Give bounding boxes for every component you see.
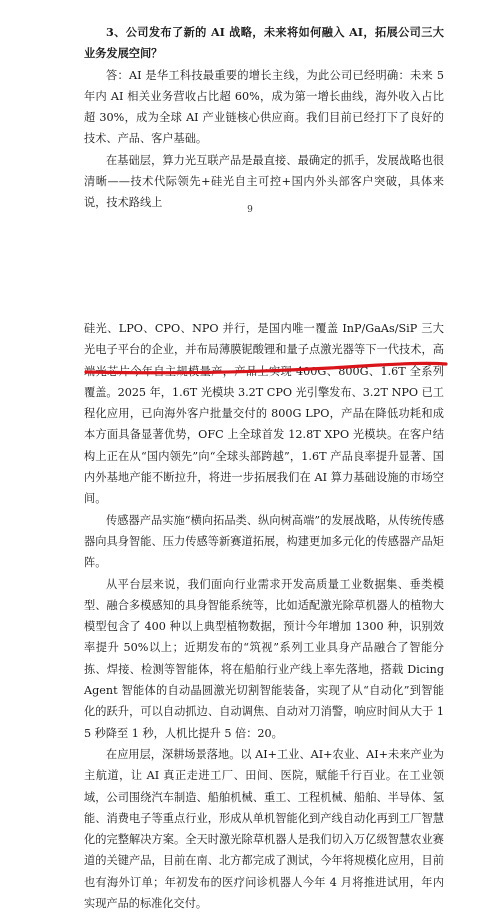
page-top-section xyxy=(84,22,444,214)
page-number: 9 xyxy=(247,205,253,215)
platform-layer-paragraph: 从平台层来说，我们面向行业需求开发高质量工业数据集、垂类模型、融合多模感知的具身智能系统等，比如适配激光除草机器人的植物大模型包含了 400 种以上典型植物数据，预计今年增加 1300 种，识别效率提升 50%以上；近期发布的“筑视”系列工业具身产品融合了智能分拣、焊接、检测等智能体，将在船舶行业产线上率先落地，搭载 Dicing Agent 智能体的自动晶圆激光切割智能装备，实现了从“自动化”到智能化的跃升，可以自动抓边、自动调焦、自动对刀消警，响应时间从大于 15 秒降至 1 秒，人机比提升 5 倍：20。 xyxy=(84,577,444,740)
answer-paragraph: 答：AI 是华工科技最重要的增长主线，为此公司已经明确：未来 5 年内 AI 相关业务营收占比超 60%，成为第一增长曲线，海外收入占比超 30%，成为全球 AI 产业链核心供应商。我们目前已经打下了良好的技术、产品、客户基础。 xyxy=(84,68,444,146)
base-layer-paragraph: 在基础层，算力光互联产品是最直接、最确定的抓手，发展战略也很清晰——技术代际领先+硅光自主可控+国内外头部客户突破，具体来说，技术路线上 xyxy=(84,153,444,210)
sensor-paragraph: 传感器产品实施“横向拓品类、纵向树高端”的发展战略，从传统传感器向具身智能、压力传感等新赛道拓展，构建更加多元化的传感器产品矩阵。 xyxy=(84,513,444,570)
question-heading: 3、公司发布了新的 AI 战略，未来将如何融入 AI，拓展公司三大业务发展空间？ xyxy=(84,25,444,61)
application-layer-paragraph: 在应用层，深耕场景落地。以 AI+工业、AI+农业、AI+未来产业为主航道，让 AI 真正走进工厂、田间、医院，赋能千行百业。在工业领域，公司围绕汽车制造、船舶机械、重工、工程机械、船舶、半导体、氢能、消费电子等重点行业，形成从单机智能化到产线自动化再到工厂智慧化的完整解决方案。全天时激光除草机器人是我们切入万亿级智慧农业赛道的关键产品，目前在南、北方都完成了测试，今年将规模化应用，目前也有海外订单；年初发布的医疗问诊机器人今年 4 月将推进试用，年内实现产品的标准化交付。 xyxy=(84,747,444,911)
page-bottom-section xyxy=(84,318,444,914)
optical-interconnect-paragraph: 硅光、LPO、CPO、NPO 并行，是国内唯一覆盖 InP/GaAs/SiP 三大光电子平台的企业，并布局薄膜铌酸锂和量子点激光器等下一代技术，高端光芯片今年自主规模量产，产品上实现 400G、800G、1.6T 全系列覆盖。2025 年，1.6T 光模块 3.2T CPO 光引擎发布、3.2T NPO 已工程化应用，已向海外客户批量交付的 800G LPO，产品在降低功耗和成本方面具备显著优势，OFC 上全球首发 12.8T XPO 光模块。在客户结构上正在从“国内领先”向“全球头部跨越”，1.6T 产品良率提升显著、国内外基地产能不断拉升，将进一步拓展我们在 AI 算力基础设施的市场空间。 xyxy=(84,322,444,506)
